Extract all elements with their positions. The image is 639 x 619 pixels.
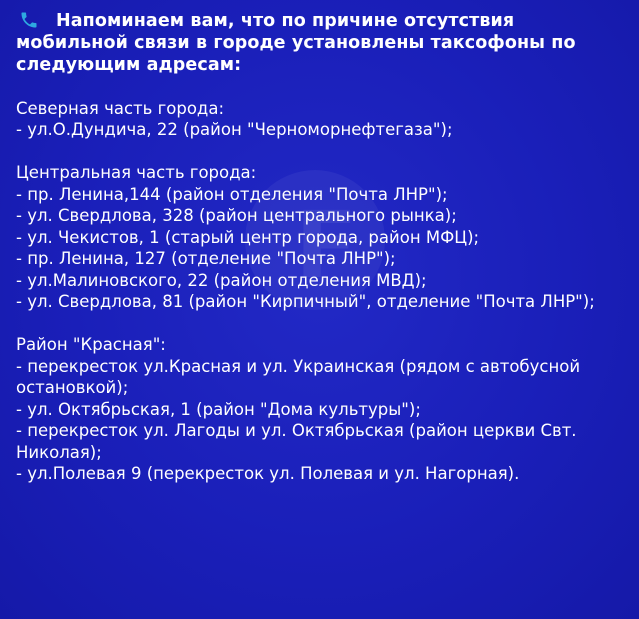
address-item: - ул. Октябрьская, 1 (район "Дома культуры");	[16, 399, 421, 419]
section-north	[16, 98, 621, 141]
address-item: - перекресток ул.Красная и ул. Украинская (рядом с автобусной остановкой);	[16, 356, 581, 397]
address-item: - ул.О.Дундича, 22 (район "Черноморнефтегаза");	[16, 120, 453, 139]
message-heading	[16, 10, 621, 76]
heading-text: Напоминаем вам, что по причине отсутствия мобильной связи в городе установлены таксофоны по следующим адресам:	[16, 11, 576, 75]
address-item: - ул.Полевая 9 (перекресток ул. Полевая и ул. Нагорная).	[16, 464, 520, 483]
section-title: Район "Красная":	[16, 335, 166, 354]
section-krasnaya	[16, 334, 621, 485]
address-item: - ул.Малиновского, 22 (район отделения МВД);	[16, 270, 427, 290]
address-item: - ул. Свердлова, 81 (район "Кирпичный", отделение "Почта ЛНР");	[16, 292, 595, 311]
address-item: - пр. Ленина,144 (район отделения "Почта ЛНР");	[16, 184, 448, 204]
address-item: - ул. Чекистов, 1 (старый центр города, район МФЦ);	[16, 227, 480, 247]
address-item: - пр. Ленина, 127 (отделение "Почта ЛНР");	[16, 249, 396, 268]
section-title: Северная часть города:	[16, 98, 225, 118]
watermark-letter: F	[295, 192, 358, 299]
phone-icon	[18, 10, 40, 30]
address-item: - ул. Свердлова, 328 (район центрального рынка);	[16, 206, 457, 225]
section-title: Центральная часть города:	[16, 163, 257, 182]
section-center	[16, 162, 621, 313]
address-item: - перекресток ул. Лагоды и ул. Октябрьская (район церкви Свт. Николая);	[16, 421, 577, 462]
